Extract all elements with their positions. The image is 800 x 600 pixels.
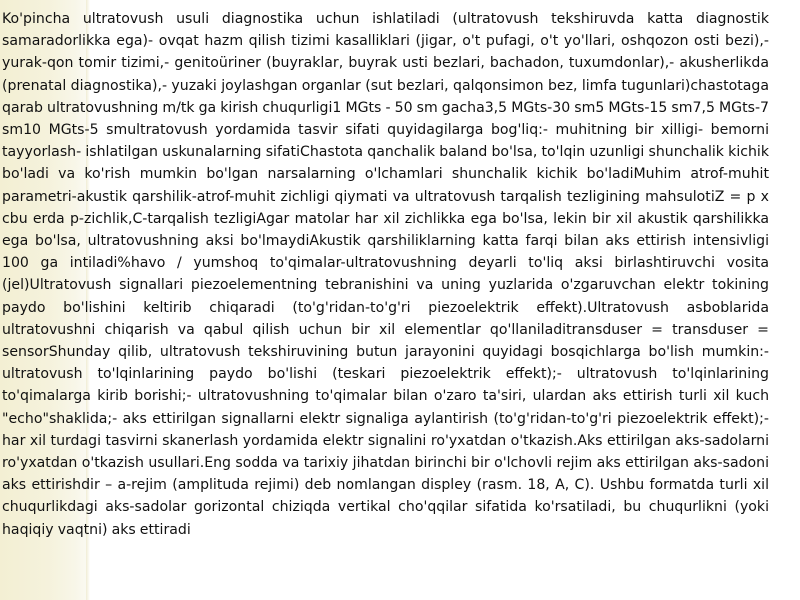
- slide-body-text: Ko'pincha ultratovush usuli diagnostika uchun ishlatiladi (ultratovush tekshiruvda katta diagnostik samaradorlikka ega)- ovqat hazm qilish tizimi kasalliklari (jigar, o't pufagi, o't yo'llari, oshqozon osti bezi),- yurak-qon tomir tizimi,- genitoüriner (buyraklar, buyrak usti bezlari, bachadon, tuxumdonlar),- akusherlikda (prenatal diagnostika),- yuzaki joylashgan organlar (sut bezlari, qalqonsimon bez, limfa tugunlari)chastotaga qarab ultratovushning m/tk ga kirish chuqurligi1 MGts - 50 sm gacha3,5 MGts-30 sm5 MGts-15 sm7,5 MGts-7 sm10 MGts-5 smultratovush yordamida tasvir sifati quyidagilarga bog'liq:- muhitning bir xilligi- bemorni tayyorlash- ishlatilgan uskunalarning sifatiChastota qanchalik baland bo'lsa, to'lqin uzunligi shunchalik kichik bo'ladi va ko'rish mumkin bo'lgan narsalarning o'lchamlari shunchalik kichik bo'ladiMuhim atrof-muhit parametri-akustik qarshilik-atrof-muhit zichligi qiymati va ultratovush tarqalish tezligining mahsulotiZ = p x cbu erda p-zichlik,C-tarqalish tezligiAgar matolar har xil zichlikka ega bo'lsa, lekin bir xil akustik qarshilikka ega bo'lsa, ultratovushning aksi bo'lmaydiAkustik qarshiliklarning katta farqi bilan aks ettirish intensivligi 100 ga intiladi%havo / yumshoq to'qimalar-ultratovushning deyarli to'liq aksi birlashtiruvchi vosita (jel)Ultratovush signallari piezoelementning tebranishini va uning yuzlarida o'zgaruvchan elektr tokining paydo bo'lishini keltirib chiqaradi (to'g'ridan-to'g'ri piezoelektrik effekt).Ultratovush asboblarida ultratovushni chiqarish va qabul qilish uchun bir xil elementlar qo'llaniladitransduser = transduser = sensorShunday qilib, ultratovush tekshiruvining butun jarayonini quyidagi bosqichlarga bo'lish mumkin:- ultratovush to'lqinlarining paydo bo'lishi (teskari piezoelektrik effekt);- ultratovush to'lqinlarining to'qimalarga kirib borishi;- ultratovushning to'qimalar bilan o'zaro ta'siri, ulardan aks ettirish turli xil kuch "echo"shaklida;- aks ettirilgan signallarni elektr signaliga aylantirish (to'g'ridan-to'g'ri piezoelektrik effekt);- har xil turdagi tasvirni skanerlash yordamida elektr signalini ro'yxatdan o'tkazish.Aks ettirilgan aks-sadolarni ro'yxatdan o'tkazish usullari.Eng sodda va tarixiy jihatdan birinchi bir o'lchovli rejim aks ettirilgan aks-sadoni aks ettirishdir – a-rejim (amplituda rejimi) deb nomlangan displey (rasm. 18, A, C). Ushbu formatda turli xil chuqurlikdagi aks-sadolar gorizontal chiziqda vertikal cho'qqilar sifatida ko'rsatiladi, bu chuqurlikni (yoki haqiqiy vaqtni) aks ettiradi: [2, 11, 769, 538]
